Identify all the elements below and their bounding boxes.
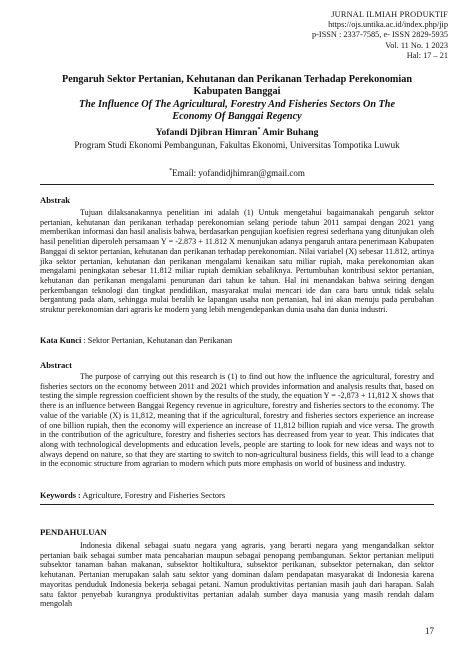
author-1: Yofandi Djibran Himran [155,127,258,138]
page-number: 17 [425,626,434,636]
abstract-text: The purpose of carrying out this research is (1) to find out how the influence the agricultural, forestry and fisheries sectors on the economy between 2011 and 2021 which provides information and analysis results that, based on testing the simple regression coefficient shown by the results of the study, the equation Y = -2,873 + 11,812 X shows that there is an influence between Banggai Regency revenue in agriculture, forestry and fisheries sectors to the economy. The value of the variable (X) is 11,812, meaning that if the agricultural, forestry and fisheries sectors experience an increase of one billion rupiah, then the economy will experience an increase of 11,812 billion rupiah and vice versa. The growth in the contribution of the agriculture, forestry and fisheries sectors has decreased from year to year. This indicates that along with technological developments and education levels, people are starting to look for new ideas and ways not to always depend on nature, so that they are starting to switch to non-agricultural business fields, this will lead to a change in the economic structure from agrarian to modern which puts more emphasis on world of business and industry. [40,372,434,469]
pendahuluan-body [40,541,434,609]
abstract-keywords-label: Keywords : [40,491,81,500]
corresponding-mark: * [257,127,261,133]
title-indonesian [40,74,434,99]
email-mark: * [169,168,173,174]
title-indonesian-line-1: Pengaruh Sektor Pertanian, Kehutanan dan Perikanan Terhadap Perekonomian [61,74,412,85]
email-line [0,168,474,178]
title-english [40,99,434,124]
abstrak-keywords-text: : Sektor Pertanian, Kehutanan dan Perikanan [81,336,233,345]
journal-pages: Hal: 17 – 21 [406,50,448,60]
pendahuluan-text: Indonesia dikenal sebagai suatu negara yang agraris, yang berarti negara yang mengandalkan sektor pertanian baik sebagai sumber mata pencaharian maupun sebagai penopang pembangunan. Sektor pertanian meliputi subsektor tanaman bahan makanan, subsektor holtikultura, subsektor perikanan, subsektor peternakan, dan sektor kehutanan. Pertanian merupakan salah satu sektor yang dominan dalam pendapatan masyarakat di Indonesia karena mayoritas penduduk Indonesia bekerja sebagai petani. Namun produktivitas pertanian masih jauh dari harapan. Salah satu faktor penyebab kurangnya produktivitas pertanian adalah sumber daya manusia yang masih rendah dalam mengolah [40,541,434,609]
journal-volume: Vol. 11 No. 1 2023 [385,40,448,50]
abstrak-keywords-label: Kata Kunci [40,336,82,345]
journal-header [312,10,448,61]
title-english-line-1: The Influence Of The Agricultural, Forestry And Fisheries Sectors On The [79,98,395,110]
journal-issn: p-ISSN : 2337-7585, e- ISSN 2829-5935 [312,30,448,40]
abstrak-text: Tujuan dilaksanakannya penelitian ini adalah (1) Untuk mengetahui bagaimanakah pengaruh sektor pertanian, kehutanan dan perikanan terhadap perekonomian selang periode tahun 2011 sampai dengan 2021 yang memberikan informasi dan hasil analisis bahwa, berdasarkan pengujian koefisien regresi sederhana yang ditunjukan oleh hasil penelitian diperoleh persamaan Y = -2.873 + 11.812 X menunjukan adanya pengaruh antara penerimaan Kabupaten Banggai di sektor pertanian, kehutanan dan perikanan terhadap perekonomian. Nilai variabel (X) sebesar 11.812, artinya jika sektor pertanian, kehutanan dan perikanan mengalami kenaikan satu miliar rupiah, maka perekonomian akan mengalami peningkatan sebesar 11.812 miliar rupiah demikian sebaliknya. Pertumbuhan kontribusi sektor pertanian, kehutanan dan perikanan mengalami penurunan dari tahun ke tahun. Hal ini menandakan bahwa seiring dengan perkembangan teknologi dan tingkat pendidikan, masyarakat mulai mencari ide dan cara baru untuk tidak selalu bergantung pada alam, sehingga mulai beralih ke lapangan usaha non pertanian, hal ini akan menuju pada perubahan struktur perekonomian dari agraris ke modern yang lebih mengendepankan dunia usaha dan dunia industri. [40,208,434,315]
abstrak-body [40,208,434,315]
title-indonesian-line-2: Kabupaten Banggai [193,86,281,98]
abstrak-keywords [40,336,434,345]
divider-bottom [40,504,434,505]
abstract-body [40,372,434,469]
abstract-keywords [40,491,434,500]
journal-url[interactable]: https://ojs.untika.ac.id/index.php/jip [328,20,448,30]
affiliation: Program Studi Ekonomi Pembangunan, Fakultas Ekonomi, Universitas Tompotika Luwuk [74,140,400,150]
abstrak-heading: Abstrak [40,195,71,205]
author-names [0,127,474,138]
title-english-line-2: Economy Of Banggai Regency [172,111,302,123]
divider-top [40,184,434,185]
title-block [40,74,434,124]
journal-name: JURNAL ILMIAH PRODUKTIF [331,10,448,19]
author-2: Amir Buhang [260,127,319,138]
email-address[interactable]: Email: yofandidjhimran@gmail.com [172,168,305,178]
abstract-keywords-text: Agriculture, Forestry and Fisheries Sectors [80,491,226,500]
pendahuluan-heading: PENDAHULUAN [40,527,107,537]
abstract-heading: Abstract [40,360,72,370]
